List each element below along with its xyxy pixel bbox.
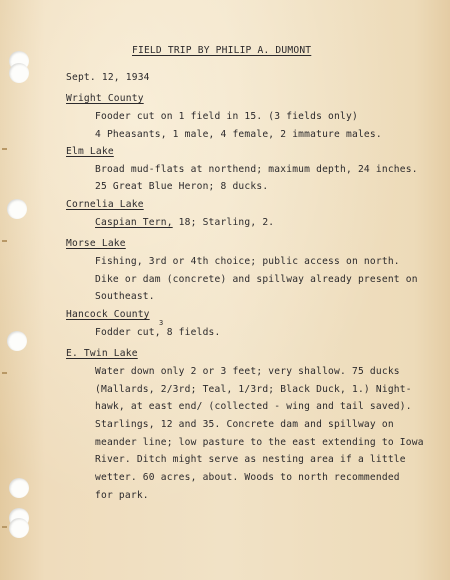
section-line: Southeast. <box>95 291 155 302</box>
section-line: hawk, at east end/ (collected - wing and tail saved). <box>95 401 412 412</box>
species-caspian-tern: Caspian Tern, <box>95 217 173 228</box>
punch-hole <box>9 478 29 498</box>
section-line: wetter. 60 acres, about. Woods to north recommended <box>95 472 400 483</box>
punch-hole <box>7 199 27 219</box>
margin-mark <box>2 372 7 374</box>
handwritten-insertion: 3 <box>159 319 164 327</box>
section-line: Water down only 2 or 3 feet; very shallow. 75 ducks <box>95 366 400 377</box>
date: Sept. 12, 1934 <box>66 72 150 83</box>
section-line: (Mallards, 2/3rd; Teal, 1/3rd; Black Duck, 1.) Night- <box>95 384 412 395</box>
section-line: meander line; low pasture to the east extending to Iowa <box>95 437 424 448</box>
section-heading-cornelia-lake: Cornelia Lake <box>66 199 144 210</box>
section-line: 25 Great Blue Heron; 8 ducks. <box>95 181 269 192</box>
section-line: Dike or dam (concrete) and spillway already present on <box>95 274 418 285</box>
section-heading-morse-lake: Morse Lake <box>66 238 126 249</box>
section-line: Broad mud-flats at northend; maximum depth, 24 inches. <box>95 164 418 175</box>
section-heading-e-twin-lake: E. Twin Lake <box>66 348 138 359</box>
margin-mark <box>2 526 7 528</box>
punch-hole <box>9 63 29 83</box>
margin-mark <box>2 240 7 242</box>
section-line: Fodder cut, 8 fields. <box>95 327 221 338</box>
punch-hole <box>7 331 27 351</box>
section-heading-hancock-county: Hancock County <box>66 309 150 320</box>
section-line: Fooder cut on 1 field in 15. (3 fields only) <box>95 111 358 122</box>
section-line <box>95 217 274 229</box>
section-line: Starlings, 12 and 35. Concrete dam and spillway on <box>95 419 394 430</box>
section-line: for park. <box>95 490 149 501</box>
section-line: River. Ditch might serve as nesting area if a little <box>95 454 406 465</box>
section-line: Fishing, 3rd or 4th choice; public access on north. <box>95 256 400 267</box>
punch-hole <box>9 518 29 538</box>
margin-mark <box>2 148 7 150</box>
section-line: 4 Pheasants, 1 male, 4 female, 2 immature males. <box>95 129 382 140</box>
section-heading-wright-county: Wright County <box>66 93 144 104</box>
section-line-rest: 18; Starling, 2. <box>172 217 275 228</box>
section-heading-elm-lake: Elm Lake <box>66 146 114 157</box>
page-title: FIELD TRIP BY PHILIP A. DUMONT <box>132 45 312 56</box>
